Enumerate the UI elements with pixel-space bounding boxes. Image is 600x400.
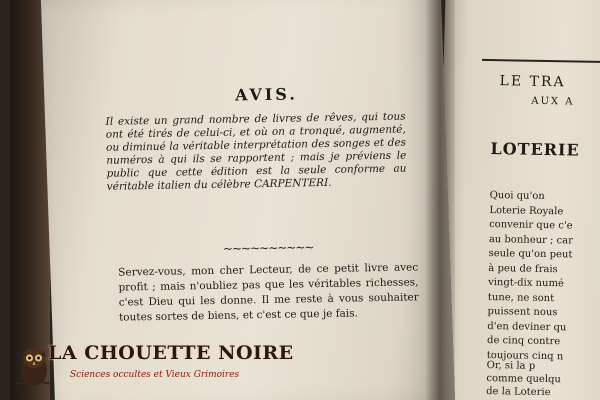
text-line: convenir que c'e (489, 219, 573, 232)
right-title-line-2: AUX A (531, 95, 575, 108)
right-title-line-3: LOTERIE (490, 139, 580, 160)
text-line: tune, ne sont (487, 291, 555, 304)
text-line: au bonheur ; car (488, 233, 574, 246)
watermark-logo (8, 340, 294, 392)
right-body-lines (487, 189, 600, 365)
text-line: de cinq contre (486, 334, 561, 348)
text-line: Or, si la p (486, 359, 536, 372)
text-line: Quoi qu'on (489, 190, 545, 202)
watermark-tagline: Sciences occultes et Vieux Grimoires (70, 370, 240, 380)
text-line: d'en deviner qu (487, 320, 567, 333)
text-line: vingt-dix numé (488, 277, 564, 290)
text-line: toujours cinq n (486, 349, 564, 362)
watermark-name: LA CHOUETTE NOIRE (48, 342, 294, 364)
text-line: puissent nous (487, 306, 558, 319)
book-spine-shadow (425, 0, 455, 400)
page-heading: AVIS. (235, 84, 299, 105)
text-line: de la Loterie (486, 385, 551, 399)
text-line: comme quelqu (486, 372, 562, 386)
ornament-divider: ~~~~~~~~~~ (222, 240, 314, 256)
right-title-line-1: LE TRA (499, 73, 566, 91)
text-line: seule qu'on peut (488, 248, 573, 261)
text-line: à peu de frais (488, 262, 558, 275)
right-body-lines-2 (486, 359, 600, 400)
text-line: Loterie Royale (489, 204, 564, 217)
notice-paragraph: Il existe un grand nombre de livres de rêves, qui tous ont été tirés de celui-ci, et où on a tronqué, augmenté, ou diminué la véritable interprétation des songes et des numéros à qui ils se rapportent ; mais je préviens le public que cette édition est la seule conforme au véritable italien du célèbre CARPENTERI. (105, 110, 407, 193)
reader-paragraph: Servez-vous, mon cher Lecteur, de ce petit livre avec profit ; mais n'oubliez pas que les véritables richesses, c'est Dieu qui les donne. Il me reste à vous souhaiter toutes sortes de biens, et c'est ce que je fais. (118, 261, 419, 324)
